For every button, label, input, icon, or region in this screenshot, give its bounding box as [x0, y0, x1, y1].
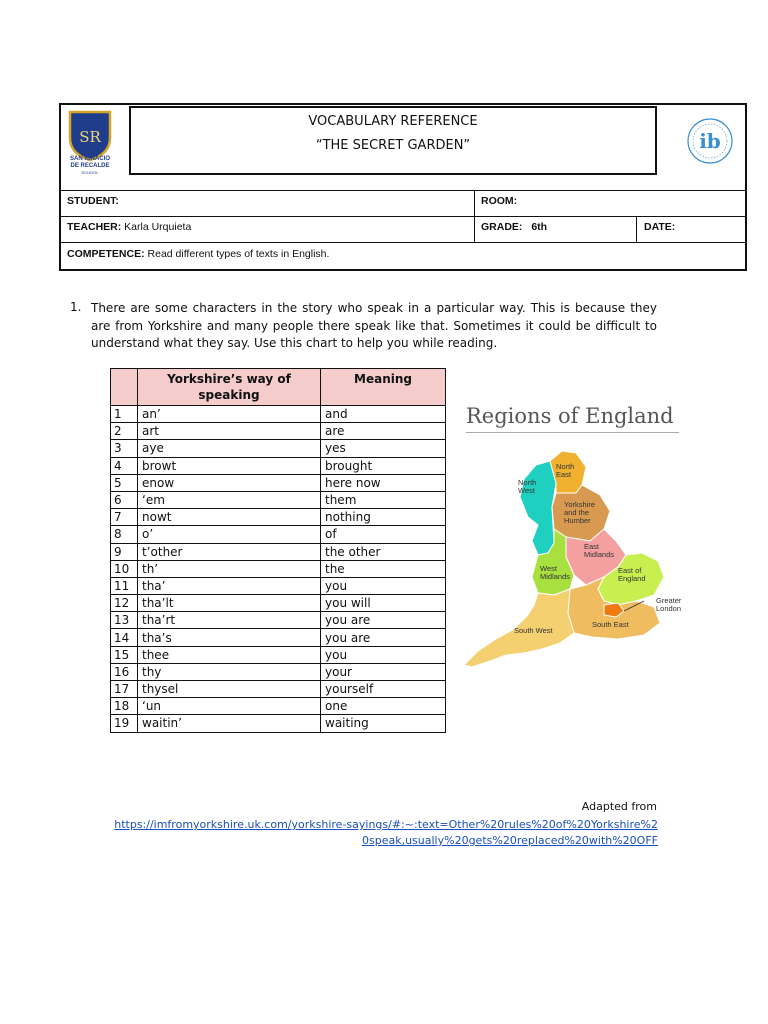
date-label: DATE:	[644, 221, 676, 233]
divider	[59, 242, 747, 243]
meaning-cell: your	[321, 663, 446, 680]
england-regions-map	[458, 445, 698, 680]
meaning-cell: one	[321, 698, 446, 715]
yorkshire-word: art	[138, 423, 321, 440]
meaning-cell: you are	[321, 612, 446, 629]
row-number: 6	[111, 491, 138, 508]
yorkshire-word: tha’rt	[138, 612, 321, 629]
row-number: 18	[111, 698, 138, 715]
row-number: 4	[111, 457, 138, 474]
label-west-midlands: West Midlands	[540, 564, 571, 581]
table-header-row	[111, 369, 446, 406]
ib-logo-icon	[686, 117, 734, 165]
table-row	[111, 491, 446, 508]
row-number: 2	[111, 423, 138, 440]
row-number: 7	[111, 509, 138, 526]
meaning-cell: you	[321, 646, 446, 663]
table-header-yorkshire: Yorkshire’s way of speaking	[138, 369, 321, 406]
yorkshire-word: thy	[138, 663, 321, 680]
table-row	[111, 663, 446, 680]
yorkshire-word: th’	[138, 560, 321, 577]
row-number: 3	[111, 440, 138, 457]
divider	[59, 216, 747, 217]
table-row	[111, 440, 446, 457]
row-number: 11	[111, 577, 138, 594]
yorkshire-word: ‘un	[138, 698, 321, 715]
row-number: 10	[111, 560, 138, 577]
table-row	[111, 457, 446, 474]
grade-value: 6th	[531, 221, 548, 233]
table-row	[111, 577, 446, 594]
label-north-west: North West	[518, 478, 537, 495]
vocabulary-table	[110, 368, 446, 733]
yorkshire-word: t’other	[138, 543, 321, 560]
table-row	[111, 715, 446, 732]
meaning-cell: brought	[321, 457, 446, 474]
map-title: Regions of England	[466, 404, 674, 428]
table-row	[111, 423, 446, 440]
meaning-cell: are	[321, 423, 446, 440]
yorkshire-word: waitin’	[138, 715, 321, 732]
row-number: 17	[111, 681, 138, 698]
school-name-line2: DE RECALDE	[70, 163, 110, 169]
meaning-cell: you will	[321, 595, 446, 612]
student-field[interactable]	[67, 195, 119, 207]
label-south-east: South East	[592, 620, 629, 629]
grade-label: GRADE:	[481, 221, 523, 233]
question-text: There are some characters in the story who speak in a particular way. This is because they are from Yorkshire and many people there speak like that. Sometimes it could be difficult to understand what they say. Use this chart to help you while reading.	[91, 301, 657, 350]
school-monogram: SR	[79, 128, 101, 146]
row-number: 14	[111, 629, 138, 646]
row-number: 13	[111, 612, 138, 629]
region-north-west	[520, 461, 556, 555]
table-row	[111, 681, 446, 698]
date-field[interactable]	[644, 221, 675, 233]
ib-logo-text: ib	[699, 129, 721, 153]
label-north-east: North East	[556, 462, 575, 479]
meaning-cell: and	[321, 406, 446, 423]
row-number: 8	[111, 526, 138, 543]
map-title-underline	[466, 432, 679, 433]
table-row	[111, 698, 446, 715]
yorkshire-word: nowt	[138, 509, 321, 526]
school-name-line3: SCHOOL	[81, 170, 99, 175]
divider	[59, 190, 747, 191]
competence-value: Read different types of texts in English.	[147, 248, 330, 260]
table-row	[111, 629, 446, 646]
meaning-cell: here now	[321, 474, 446, 491]
student-label: STUDENT:	[67, 195, 119, 207]
meaning-cell: the other	[321, 543, 446, 560]
page-title: VOCABULARY REFERENCE	[308, 114, 478, 129]
room-label: ROOM:	[481, 195, 518, 207]
competence-field	[67, 248, 329, 260]
school-name-line1: SAN IGNACIO	[69, 156, 110, 162]
table-row	[111, 474, 446, 491]
label-greater-london: Greater London	[656, 596, 682, 613]
row-number: 12	[111, 595, 138, 612]
meaning-cell: of	[321, 526, 446, 543]
label-south-west: South West	[514, 626, 553, 635]
row-number: 5	[111, 474, 138, 491]
meaning-cell: you	[321, 577, 446, 594]
label-east-of-england: East of England	[618, 566, 646, 583]
table-row	[111, 646, 446, 663]
yorkshire-word: browt	[138, 457, 321, 474]
divider	[636, 216, 637, 242]
meaning-cell: yes	[321, 440, 446, 457]
ib-logo	[686, 117, 734, 165]
table-row	[111, 526, 446, 543]
source-link[interactable]: https://imfromyorkshire.uk.com/yorkshire-sayings/#:~:text=Other%20rules%20of%20Yorkshire%20speak,usually%20gets%20replaced%20with%20OFF	[114, 818, 658, 847]
divider	[474, 190, 475, 242]
yorkshire-word: ‘em	[138, 491, 321, 508]
table-row	[111, 560, 446, 577]
table-row	[111, 509, 446, 526]
yorkshire-word: aye	[138, 440, 321, 457]
meaning-cell: waiting	[321, 715, 446, 732]
row-number: 19	[111, 715, 138, 732]
page-subtitle: “THE SECRET GARDEN”	[315, 138, 471, 153]
yorkshire-word: tha’	[138, 577, 321, 594]
meaning-cell: you are	[321, 629, 446, 646]
adapted-from-label: Adapted from	[581, 800, 657, 813]
row-number: 15	[111, 646, 138, 663]
yorkshire-word: tha’lt	[138, 595, 321, 612]
title-box	[129, 106, 657, 175]
yorkshire-word: thee	[138, 646, 321, 663]
meaning-cell: them	[321, 491, 446, 508]
table-row	[111, 543, 446, 560]
meaning-cell: yourself	[321, 681, 446, 698]
competence-label: COMPETENCE:	[67, 248, 145, 260]
teacher-field	[67, 221, 191, 233]
table-row	[111, 406, 446, 423]
table-row	[111, 595, 446, 612]
teacher-label: TEACHER:	[67, 221, 122, 233]
yorkshire-word: o’	[138, 526, 321, 543]
school-logo	[64, 108, 116, 176]
grade-field	[481, 221, 547, 233]
meaning-cell: nothing	[321, 509, 446, 526]
table-header-meaning: Meaning	[321, 369, 446, 406]
yorkshire-word: enow	[138, 474, 321, 491]
question-number: 1.	[70, 300, 82, 314]
table-row	[111, 612, 446, 629]
yorkshire-word: tha’s	[138, 629, 321, 646]
row-number: 1	[111, 406, 138, 423]
meaning-cell: the	[321, 560, 446, 577]
row-number: 9	[111, 543, 138, 560]
yorkshire-word: an’	[138, 406, 321, 423]
yorkshire-word: thysel	[138, 681, 321, 698]
teacher-value: Karla Urquieta	[124, 221, 192, 233]
table-header-number	[111, 369, 138, 406]
label-east-midlands: East Midlands	[584, 542, 615, 559]
room-field[interactable]	[481, 195, 517, 207]
label-yorkshire: Yorkshire and the Humber	[564, 500, 595, 525]
row-number: 16	[111, 663, 138, 680]
